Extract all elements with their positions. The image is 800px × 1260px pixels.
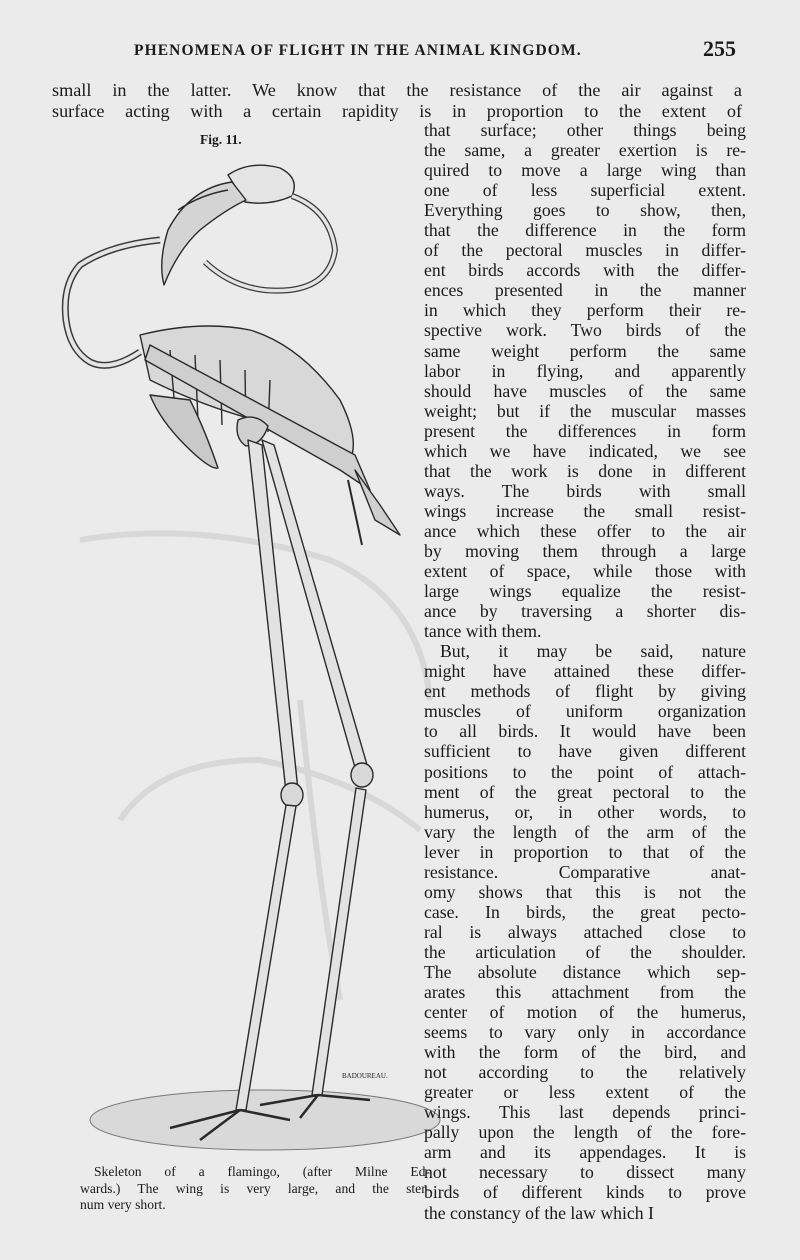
text-line: seems to vary only in accordance — [424, 1022, 746, 1043]
text-line: ences presented in the manner — [424, 280, 746, 301]
intro-line-2: surface acting with a certain rapidity is in proportion to the extent of — [52, 101, 742, 121]
text-line: not necessary to dissect many — [424, 1162, 746, 1183]
text-line: same weight perform the same — [424, 340, 746, 361]
text-line: wings. This last depends princi- — [424, 1102, 746, 1123]
text-line: the same, a greater exertion is re- — [424, 140, 746, 161]
caption-line: wards.) The wing is very large, and the ster- — [80, 1180, 430, 1196]
text-line: muscles of uniform organization — [424, 701, 746, 722]
text-line: large wings equalize the resist- — [424, 581, 746, 602]
text-line: which we have indicated, we see — [424, 440, 746, 461]
text-line: of the pectoral muscles in differ- — [424, 240, 746, 261]
text-line: sufficient to have given different — [424, 741, 746, 762]
text-line: the articulation of the shoulder. — [424, 941, 746, 962]
ground-shadow — [90, 1090, 440, 1150]
left-tarsus — [236, 805, 296, 1110]
text-line: lever in proportion to that of the — [424, 841, 746, 862]
left-femur-tibia — [248, 440, 298, 792]
beak — [162, 182, 246, 285]
text-line: not according to the relatively — [424, 1062, 746, 1083]
text-line: ways. The birds with small — [424, 480, 746, 501]
text-line: pally upon the length of the fore- — [424, 1122, 746, 1143]
text-line: resistance. Comparative anat- — [424, 861, 746, 882]
body-text-column — [424, 120, 746, 1223]
right-tarsus — [312, 788, 366, 1095]
text-line: that surface; other things being — [424, 120, 746, 140]
text-line: should have muscles of the same — [424, 380, 746, 401]
text-line: But, it may be said, nature — [440, 641, 746, 662]
text-line: that the difference in the form — [424, 220, 746, 241]
text-line: The absolute distance which sep- — [424, 961, 746, 982]
text-line: ent birds accords with the differ- — [424, 260, 746, 281]
text-line: ance by traversing a shorter dis- — [424, 601, 746, 622]
page-number: 255 — [703, 36, 736, 61]
intro-line-1: small in the latter. We know that the resistance of the air against a — [52, 80, 742, 100]
figure-label: Fig. 11. — [200, 132, 242, 147]
figure-caption — [80, 1164, 430, 1214]
text-line: wings increase the small resist- — [424, 500, 746, 521]
text-line: quired to move a large wing than — [424, 160, 746, 181]
text-line: arates this attachment from the — [424, 982, 746, 1003]
text-line: case. In birds, the great pecto- — [424, 901, 746, 922]
text-line: ent methods of flight by giving — [424, 681, 746, 702]
text-line: weight; but if the muscular masses — [424, 400, 746, 421]
text-line: by moving them through a large — [424, 540, 746, 561]
text-line: ment of the great pectoral to the — [424, 781, 746, 802]
engraver-signature: BADOUREAU. — [342, 1072, 388, 1080]
sternum — [150, 395, 218, 468]
text-line: greater or less extent of the — [424, 1082, 746, 1103]
text-line: Everything goes to show, then, — [424, 200, 746, 221]
text-line: positions to the point of attach- — [424, 761, 746, 782]
caption-line: Skeleton of a flamingo, (after Milne Ed- — [94, 1164, 430, 1179]
text-line: tance with them. — [424, 621, 542, 642]
text-line: one of less superficial extent. — [424, 180, 746, 201]
text-line: extent of space, while those with — [424, 561, 746, 582]
text-line: arm and its appendages. It is — [424, 1142, 746, 1163]
text-line: spective work. Two birds of the — [424, 320, 746, 341]
text-line: labor in flying, and apparently — [424, 360, 746, 381]
text-line: in which they perform their re- — [424, 300, 746, 321]
text-line: center of motion of the humerus, — [424, 1002, 746, 1023]
text-line: to all birds. It would have been — [424, 721, 746, 742]
text-line: the constancy of the law which I — [424, 1202, 654, 1223]
text-line: vary the length of the arm of the — [424, 821, 746, 842]
text-line: birds of different kinds to prove — [424, 1182, 746, 1203]
caption-line: num very short. — [80, 1197, 166, 1212]
text-line: omy shows that this is not the — [424, 881, 746, 902]
text-line: ance which these offer to the air — [424, 520, 746, 541]
text-line: present the differences in form — [424, 420, 746, 441]
text-line: might have attained these differ- — [424, 661, 746, 682]
text-line: ral is always attached close to — [424, 921, 746, 942]
text-line: with the form of the bird, and — [424, 1042, 746, 1063]
running-title: PHENOMENA OF FLIGHT IN THE ANIMAL KINGDOM. — [134, 42, 582, 59]
text-line: that the work is done in different — [424, 460, 746, 481]
text-line: humerus, or, in other words, to — [424, 801, 746, 822]
